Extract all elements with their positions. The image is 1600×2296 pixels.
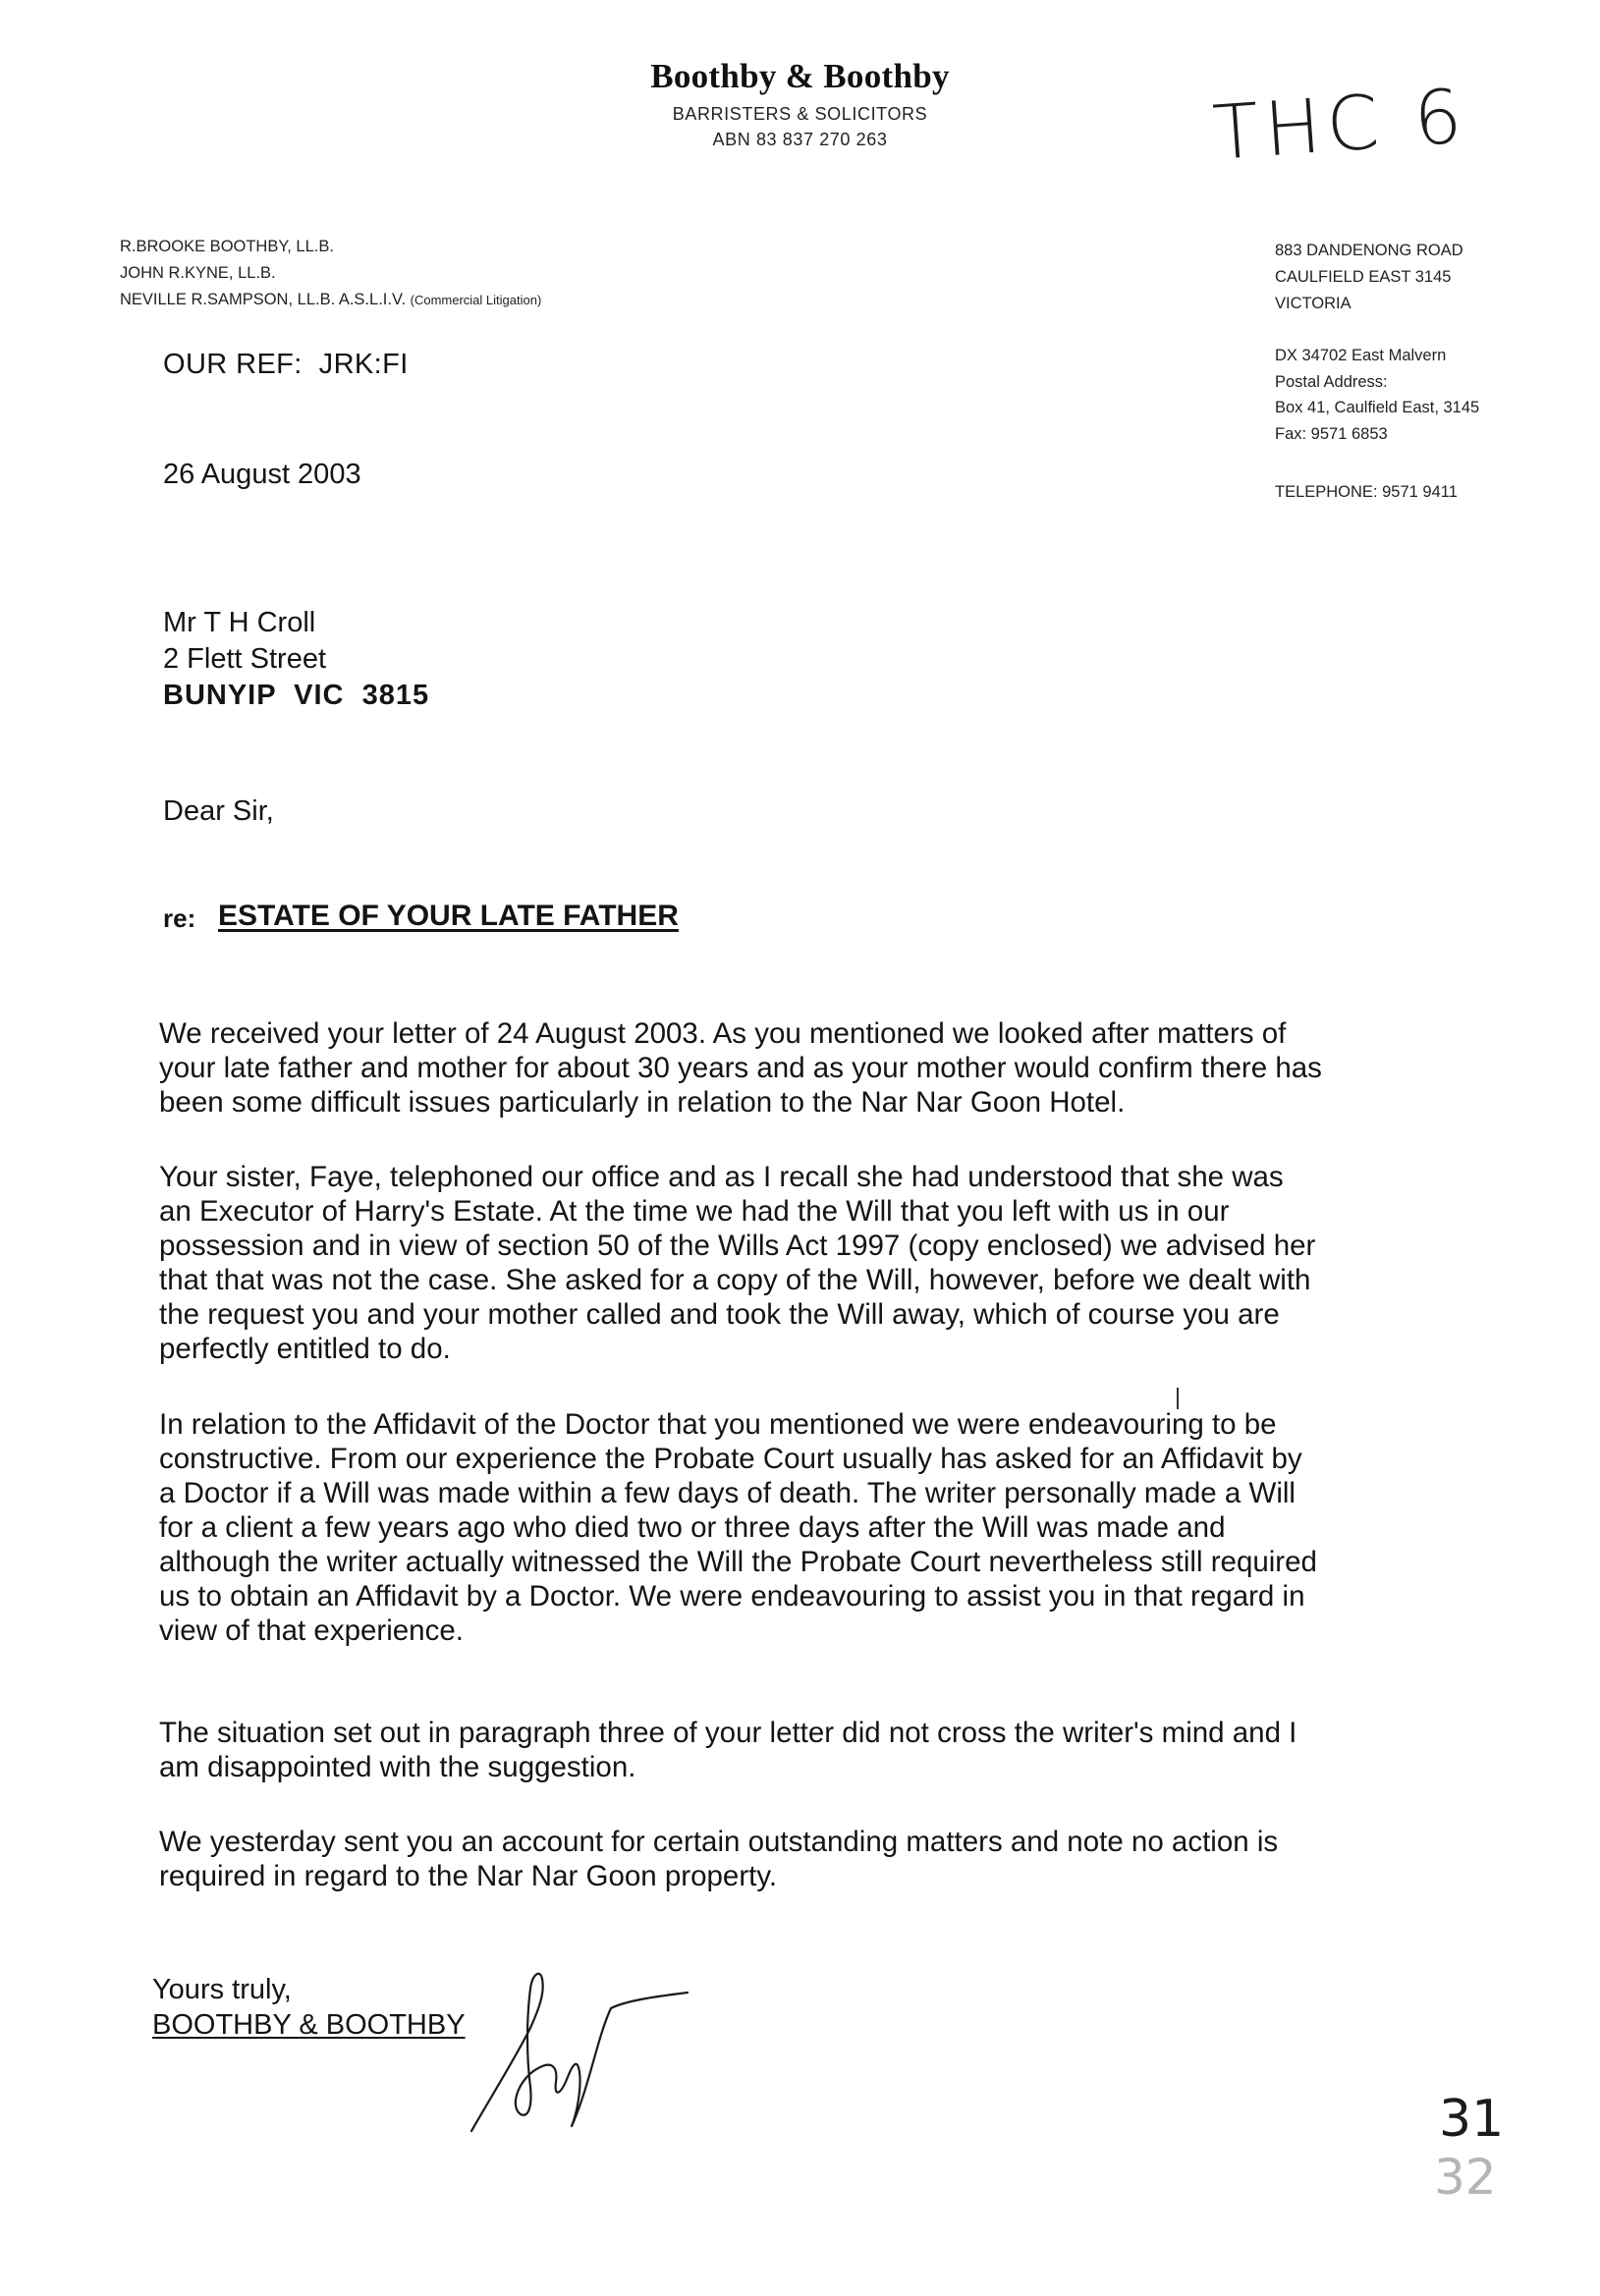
paragraph-line: that that was not the case. She asked for a copy of the Will, however, before we dealt with: [159, 1264, 1311, 1296]
salutation: Dear Sir,: [163, 795, 274, 827]
address-suburb: CAULFIELD EAST 3145: [1275, 268, 1452, 286]
paragraph-line: been some difficult issues particularly in relation to the Nar Nar Goon Hotel.: [159, 1086, 1126, 1119]
firm-subtitle: BARRISTERS & SOLICITORS: [672, 104, 928, 124]
partner-line: NEVILLE R.SAMPSON, LL.B. A.S.L.I.V. (Commercial Litigation): [120, 291, 542, 308]
handwritten-page-number: 31: [1439, 2090, 1505, 2149]
address-dx: DX 34702 East Malvern: [1275, 347, 1447, 364]
paragraph-line: for a client a few years ago who died two or three days after the Will was made and: [159, 1511, 1226, 1544]
paragraph-line: your late father and mother for about 30 years and as your mother would confirm there has: [159, 1052, 1322, 1084]
paragraph-line: We received your letter of 24 August 2003. As you mentioned we looked after matters of: [159, 1017, 1287, 1050]
paragraph-line: an Executor of Harry's Estate. At the time we had the Will that you left with us in our: [159, 1195, 1230, 1228]
re-label: re:: [163, 903, 196, 933]
our-reference: OUR REF: JRK:FI: [163, 349, 409, 380]
recipient-town: BUNYIP VIC 3815: [163, 680, 430, 711]
body-paragraph: [159, 1716, 1475, 1784]
paragraph-line: view of that experience.: [159, 1614, 464, 1647]
address-fax: Fax: 9571 6853: [1275, 424, 1388, 443]
address-postal-label: Postal Address:: [1275, 372, 1388, 391]
firm-name: Boothby & Boothby: [650, 57, 950, 95]
paragraph-line: possession and in view of section 50 of the Wills Act 1997 (copy enclosed) we advised her: [159, 1230, 1316, 1262]
firm-street-address: [1275, 238, 1463, 317]
subject-heading: ESTATE OF YOUR LATE FATHER: [218, 900, 679, 932]
recipient-name: Mr T H Croll: [163, 607, 316, 638]
partners-list: [120, 234, 541, 313]
paragraph-line: a Doctor if a Will was made within a few days of death. The writer personally made a Will: [159, 1477, 1296, 1509]
firm-abn: ABN 83 837 270 263: [712, 130, 888, 149]
address-telephone: TELEPHONE: 9571 9411: [1275, 483, 1458, 501]
stray-pen-mark: [1177, 1388, 1179, 1409]
signing-firm: BOOTHBY & BOOTHBY: [152, 2009, 466, 2041]
paragraph-line: Your sister, Faye, telephoned our office and as I recall she had understood that she was: [159, 1161, 1284, 1193]
closing-block: [152, 1972, 466, 2043]
sign-off: Yours truly,: [152, 1974, 292, 2005]
paragraph-line: We yesterday sent you an account for certain outstanding matters and note no action is: [159, 1826, 1279, 1858]
paragraph-line: am disappointed with the suggestion.: [159, 1751, 636, 1783]
paragraph-line: perfectly entitled to do.: [159, 1333, 451, 1365]
recipient-address: [163, 605, 429, 714]
partner-qualifier: (Commercial Litigation): [410, 293, 542, 307]
letter-date: 26 August 2003: [163, 459, 361, 490]
body-paragraph: [159, 1016, 1475, 1120]
signature-image: [462, 1949, 737, 2146]
paragraph-line: constructive. From our experience the Probate Court usually has asked for an Affidavit by: [159, 1443, 1302, 1475]
body-paragraph: [159, 1407, 1475, 1648]
address-postal: Box 41, Caulfield East, 3145: [1275, 399, 1480, 416]
address-state: VICTORIA: [1275, 295, 1352, 312]
firm-postal-address: [1275, 343, 1479, 447]
partner-line: R.BROOKE BOOTHBY, LL.B.: [120, 238, 334, 255]
recipient-street: 2 Flett Street: [163, 643, 327, 675]
body-paragraph: [159, 1160, 1475, 1366]
address-street: 883 DANDENONG ROAD: [1275, 242, 1463, 259]
paragraph-line: although the writer actually witnessed the Will the Probate Court nevertheless still required: [159, 1546, 1317, 1578]
paragraph-line: In relation to the Affidavit of the Doctor that you mentioned we were endeavouring to be: [159, 1408, 1277, 1441]
handwritten-exhibit-mark: THC 6: [1210, 72, 1470, 177]
paragraph-line: The situation set out in paragraph three of your letter did not cross the writer's mind and I: [159, 1717, 1297, 1749]
paragraph-line: the request you and your mother called and took the Will away, which of course you are: [159, 1298, 1280, 1331]
faint-page-number: 32: [1434, 2149, 1497, 2206]
paragraph-line: required in regard to the Nar Nar Goon property.: [159, 1860, 778, 1892]
partner-line: JOHN R.KYNE, LL.B.: [120, 264, 276, 282]
paragraph-line: us to obtain an Affidavit by a Doctor. We were endeavouring to assist you in that regard in: [159, 1580, 1305, 1613]
body-paragraph: [159, 1825, 1475, 1893]
